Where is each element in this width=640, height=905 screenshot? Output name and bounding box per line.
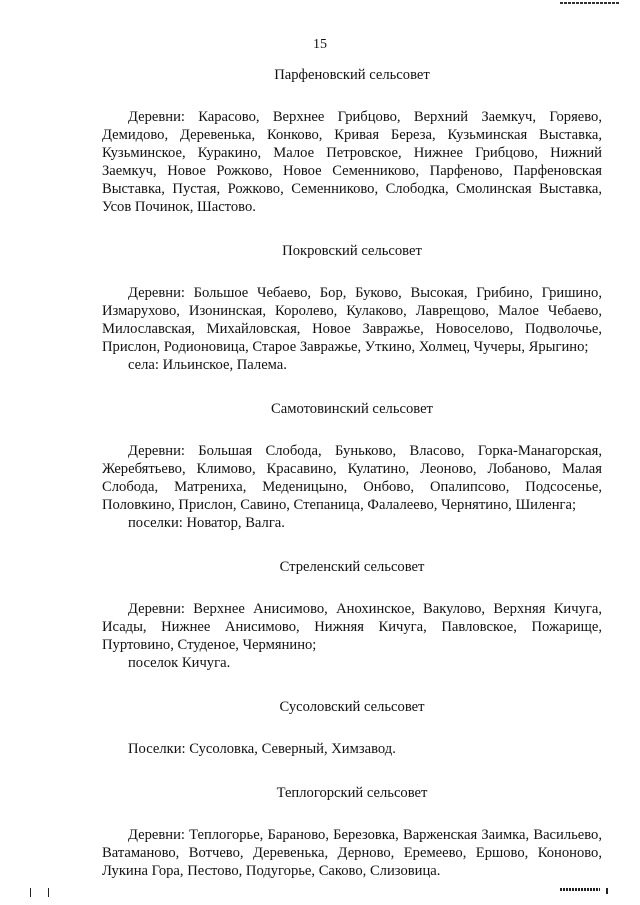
section-samotovinsky	[102, 400, 602, 532]
section-strelensky	[102, 558, 602, 672]
section-paragraph: Деревни: Большое Чебаево, Бор, Буково, Высокая, Грибино, Гришино, Измарухово, Изонинская, Королево, Кулаково, Лаврещово, Малое Чебаево, Милославская, Михайловская, Новое Завражье, Новоселово, Подволочье, Прислон, Родионовица, Старое Завражье, Уткино, Холмец, Чучеры, Ярыгино;	[102, 285, 602, 355]
section-paragraph: села: Ильинское, Палема.	[128, 357, 287, 373]
section-title: Самотовинский сельсовет	[271, 401, 433, 417]
section-paragraph: Деревни: Карасово, Верхнее Грибцово, Верхний Заемкуч, Горяево, Демидово, Деревенька, Конково, Кривая Береза, Кузьминская Выставка, Кузьминское, Куракино, Малое Петровское, Нижнее Грибцово, Нижний Заемкуч, Новое Рожково, Новое Семенниково, Парфеново, Парфеновская Выставка, Пустая, Рожково, Семенниково, Слободка, Смолинская Выставка, Усов Починок, Шастово.	[102, 109, 602, 215]
section-susolovsky	[102, 698, 602, 758]
scan-artifact-bottom-right	[606, 888, 608, 894]
scan-artifact-bottom-right	[560, 888, 600, 891]
section-parfenovsky	[102, 66, 602, 216]
scan-artifact-bottom-left	[48, 888, 49, 897]
section-title: Парфеновский сельсовет	[274, 67, 430, 83]
page-number: 15	[313, 37, 327, 52]
section-paragraph: поселок Кичуга.	[128, 655, 231, 671]
section-title: Стреленский сельсовет	[279, 559, 425, 575]
section-paragraph: Поселки: Сусоловка, Северный, Химзавод.	[128, 741, 396, 757]
section-paragraph: Деревни: Верхнее Анисимово, Анохинское, Вакулово, Верхняя Кичуга, Исады, Нижнее Анисимово, Нижняя Кичуга, Павловское, Пожарище, Пуртовино, Студеное, Чермянино;	[102, 601, 602, 653]
section-paragraph: Деревни: Большая Слобода, Буньково, Власово, Горка-Манагорская, Жеребятьево, Климово, Красавино, Кулатино, Леоново, Лобаново, Малая Слобода, Матрениха, Меденицыно, Онбово, Опалипсово, Подсосенье, Половкино, Прислон, Савино, Степаница, Фалалеево, Чернятино, Шиленга;	[102, 443, 602, 513]
document-body	[102, 66, 602, 880]
scan-artifact-top-right	[560, 2, 620, 4]
section-title: Сусоловский сельсовет	[279, 699, 425, 715]
section-paragraph: Деревни: Теплогорье, Бараново, Березовка, Варженская Заимка, Васильево, Ватаманово, Вотчево, Деревенька, Дерново, Еремеево, Ершово, Кононово, Лукина Гора, Пестово, Подугорье, Саково, Слизовица.	[102, 827, 602, 879]
scan-artifact-bottom-left	[30, 888, 31, 897]
section-teplogorsky	[102, 784, 602, 880]
section-paragraph: поселки: Новатор, Валга.	[128, 515, 285, 531]
section-title: Теплогорский сельсовет	[276, 785, 428, 801]
section-title: Покровский сельсовет	[282, 243, 422, 259]
section-pokrovsky	[102, 242, 602, 374]
